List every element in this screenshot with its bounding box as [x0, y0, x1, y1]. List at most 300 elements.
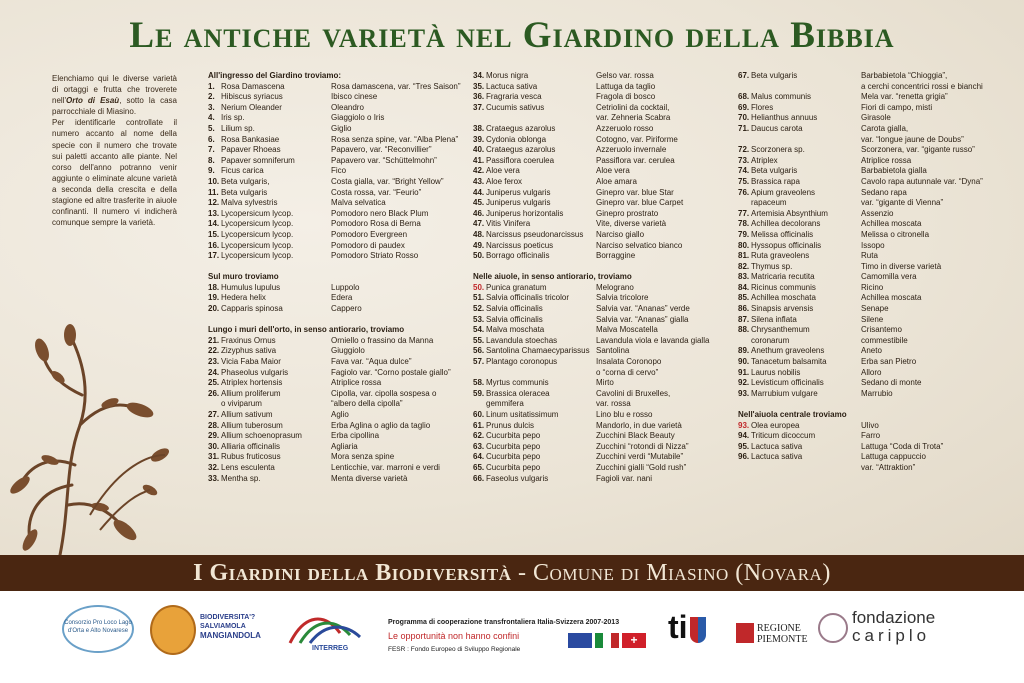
- latin-name: Sinapsis arvensis: [751, 304, 814, 314]
- plant-row: [738, 283, 983, 294]
- latin-name: Malva moschata: [486, 325, 545, 335]
- plant-number: 31.: [208, 452, 220, 462]
- common-name: Farro: [861, 431, 881, 441]
- latin-name: Achillea moschata: [751, 293, 816, 303]
- common-name: Menta diverse varietà: [331, 473, 408, 483]
- common-name: Sedano rapa: [861, 187, 907, 197]
- common-name: Fragola di bosco: [596, 92, 656, 102]
- band-separator: -: [511, 560, 534, 586]
- common-name: Lattuga “Coda di Trota”: [861, 441, 944, 451]
- plant-number: 44.: [473, 187, 485, 197]
- bio-line-3: MANGIANDOLA: [200, 631, 261, 640]
- latin-name: Narcissus pseudonarcissus: [486, 229, 584, 239]
- plant-row: [738, 188, 983, 199]
- common-name: Pomodoro nero Black Plum: [331, 208, 429, 218]
- plant-number: 45.: [473, 198, 485, 208]
- plant-row: [208, 452, 461, 463]
- common-name: Giaggiolo o Iris: [331, 113, 385, 123]
- common-name: Narciso selvatico bianco: [596, 240, 683, 250]
- plant-number: 71.: [738, 123, 750, 133]
- plant-number: 72.: [738, 145, 750, 155]
- common-name: Giuggiolo: [331, 346, 365, 356]
- common-name: Oleandro: [331, 102, 364, 112]
- ticino-text: ti: [668, 609, 688, 645]
- common-name: Luppolo: [331, 282, 360, 292]
- common-name: Gelso var. rossa: [596, 71, 654, 80]
- common-name: Camomilla vera: [861, 272, 917, 282]
- common-name: Aloe vera: [596, 166, 630, 176]
- plant-row: [473, 177, 709, 188]
- plant-number: 93.: [738, 420, 750, 430]
- common-name: Narciso giallo: [596, 229, 645, 239]
- plant-number: 11.: [208, 187, 219, 197]
- plant-row: [473, 452, 709, 463]
- plant-row: [208, 399, 461, 410]
- common-name: Costa gialla, var. “Bright Yellow”: [331, 176, 444, 186]
- common-name: Zucchini verdi “Mutabile”: [596, 452, 684, 462]
- latin-name: Marrubium vulgare: [751, 388, 818, 398]
- latin-name: Santolina Chamaecyparissus: [486, 346, 590, 356]
- common-name: Lavandula viola e lavanda gialla: [596, 335, 710, 345]
- common-name: Crisantemo: [861, 325, 902, 335]
- plant-number: 55.: [473, 335, 485, 345]
- plant-row: [738, 463, 983, 474]
- fondazione-text: [852, 609, 935, 645]
- plant-number: 86.: [738, 304, 750, 314]
- latin-name: coronarum: [751, 335, 790, 345]
- plant-number: 83.: [738, 272, 750, 282]
- latin-name: [751, 82, 861, 93]
- latin-name: Beta vulgaris,: [221, 176, 270, 186]
- common-name: Papavero, var. “Reconvillier”: [331, 145, 432, 155]
- plant-number: 1.: [208, 81, 215, 91]
- plant-number: 35.: [473, 81, 485, 91]
- common-name: Orniello o frassino da Manna: [331, 335, 434, 345]
- common-name: Barbabietola gialla: [861, 166, 927, 176]
- common-name: var. “gigante di Vienna”: [861, 198, 944, 208]
- plant-number: 15.: [208, 229, 220, 239]
- latin-name: Lactuca sativa: [751, 441, 803, 451]
- plant-row: [208, 283, 461, 294]
- plant-row: [208, 474, 461, 485]
- plant-number: 58.: [473, 378, 485, 388]
- plant-row: [473, 315, 709, 326]
- plant-row: [473, 389, 709, 400]
- common-name: Lenticchie, var. marroni e verdi: [331, 462, 440, 472]
- plant-row: [738, 368, 983, 379]
- common-name: Cotogno, var. Piriforme: [596, 134, 678, 144]
- plant-number: 41.: [473, 155, 485, 165]
- floral-ornament-icon: [0, 315, 200, 555]
- common-name: Salvia var. “Ananas” gialla: [596, 314, 689, 324]
- common-name: Borraggine: [596, 251, 636, 261]
- plant-row: [208, 166, 461, 177]
- plant-row: [208, 241, 461, 252]
- section-heading: All'ingresso del Giardino troviamo:: [208, 71, 342, 80]
- plant-number: 84.: [738, 282, 750, 292]
- latin-name: Flores: [751, 102, 774, 112]
- plant-row: [208, 82, 461, 93]
- plant-number: 51.: [473, 293, 485, 303]
- plant-row: [208, 230, 461, 241]
- plant-number: 25.: [208, 378, 220, 388]
- regione-text: [757, 623, 808, 645]
- common-name: Scorzonera, var. “gigante russo”: [861, 145, 975, 155]
- common-name: Erba san Pietro: [861, 357, 917, 367]
- common-name: Malva Moscatella: [596, 325, 658, 335]
- plant-row: [738, 177, 983, 188]
- plant-number: [473, 399, 486, 410]
- plant-row: [473, 113, 709, 124]
- plant-row: [473, 325, 709, 336]
- common-name: Fico: [331, 166, 347, 176]
- plant-number: 24.: [208, 367, 220, 377]
- plant-row: [473, 230, 709, 241]
- latin-name: Helianthus annuus: [751, 113, 818, 123]
- common-name: Zucchini gialli “Gold rush”: [596, 462, 687, 472]
- plant-row: [473, 399, 709, 410]
- latin-name: Lycopersicum lycop.: [221, 229, 294, 239]
- section-heading: Nelle aiuole, in senso antiorario, troviamo: [473, 272, 632, 282]
- common-name: Salvia var. “Ananas” verde: [596, 304, 690, 314]
- plant-number: 66.: [473, 473, 485, 483]
- plant-number: 12.: [208, 198, 220, 208]
- plant-row: [473, 346, 709, 357]
- latin-name: Scorzonera sp.: [751, 145, 805, 155]
- opportunita-text: Le opportunità non hanno confini: [388, 631, 520, 641]
- plant-number: [738, 463, 751, 474]
- plant-number: 2.: [208, 92, 215, 102]
- latin-name: Beta vulgaris: [221, 187, 268, 197]
- latin-name: Zizyphus sativa: [221, 346, 277, 356]
- plant-number: 27.: [208, 410, 220, 419]
- plant-column-3: [738, 71, 983, 474]
- plant-row: [738, 357, 983, 368]
- latin-name: Allium tuberosum: [221, 420, 283, 430]
- plant-row: [208, 463, 461, 474]
- plant-number: 73.: [738, 155, 750, 165]
- plant-number: 56.: [473, 346, 485, 356]
- plant-number: 9.: [208, 166, 215, 176]
- plant-number: 19.: [208, 293, 220, 303]
- latin-name: Ricinus communis: [751, 282, 816, 292]
- latin-name: Papaver Rhoeas: [221, 145, 281, 155]
- plant-number: 28.: [208, 420, 220, 430]
- plant-row: [738, 209, 983, 220]
- common-name: Salvia tricolore: [596, 293, 649, 303]
- latin-name: rapaceum: [751, 198, 787, 208]
- plant-row: [738, 156, 983, 167]
- latin-name: Allium proliferum: [221, 388, 281, 398]
- plant-row: [208, 442, 461, 453]
- latin-name: Lycopersicum lycop.: [221, 251, 294, 261]
- fondazione-line: fondazione: [852, 608, 936, 627]
- plant-number: [208, 399, 221, 410]
- latin-name: Daucus carota: [751, 123, 803, 133]
- plant-row: [208, 336, 461, 347]
- plant-row: [208, 357, 461, 368]
- plant-row: [738, 293, 983, 304]
- latin-name: Rosa Damascena: [221, 81, 285, 91]
- plant-row: [208, 135, 461, 146]
- common-name: Mandorlo, in due varietà: [596, 420, 682, 430]
- plant-row: [738, 92, 983, 103]
- latin-name: Thymus sp.: [751, 261, 793, 271]
- spacer: [208, 315, 461, 326]
- plant-row: [208, 209, 461, 220]
- common-name: Atriplice rossa: [861, 155, 912, 165]
- plant-number: 78.: [738, 219, 750, 229]
- common-name: Pomodoro di paudex: [331, 240, 405, 250]
- proloco-logo: [62, 605, 134, 653]
- latin-name: Artemisia Absynthium: [751, 208, 828, 218]
- plant-number: 14.: [208, 219, 220, 229]
- common-name: Ulivo: [861, 420, 879, 430]
- plant-number: 48.: [473, 229, 485, 239]
- common-name: Ricino: [861, 282, 884, 292]
- plant-row: [738, 71, 983, 82]
- plant-number: 92.: [738, 378, 750, 388]
- plant-row: [473, 198, 709, 209]
- common-name: var. Zehneria Scabra: [596, 113, 671, 123]
- plant-row: [473, 431, 709, 442]
- latin-name: Plantago coronopus: [486, 357, 558, 367]
- latin-name: o viviparum: [221, 399, 262, 409]
- latin-name: Beta vulgaris: [751, 166, 798, 176]
- plant-row: [473, 336, 709, 347]
- common-name: Sedano di monte: [861, 378, 922, 388]
- latin-name: Juniperus vulgaris: [486, 187, 551, 197]
- plant-number: 85.: [738, 293, 750, 303]
- common-name: Giglio: [331, 123, 352, 133]
- common-name: Barbabietola “Chioggia”,: [861, 71, 948, 80]
- latin-name: Iris sp.: [221, 113, 245, 123]
- common-name: Agliaria: [331, 441, 358, 451]
- latin-name: Lactuca sativa: [486, 81, 538, 91]
- common-name: Mela var. “renetta grigia”: [861, 92, 948, 102]
- plant-number: 62.: [473, 431, 485, 441]
- plant-row: [473, 283, 709, 294]
- plant-row: [738, 378, 983, 389]
- plant-row: [473, 82, 709, 93]
- plant-row: [738, 346, 983, 357]
- plant-number: 26.: [208, 388, 220, 398]
- plant-row: [473, 92, 709, 103]
- latin-name: Ruta graveolens: [751, 251, 810, 261]
- plant-row: [208, 368, 461, 379]
- plant-row: [473, 251, 709, 262]
- plant-row: [473, 124, 709, 135]
- plant-row: [208, 124, 461, 135]
- common-name: var. rossa: [596, 399, 631, 409]
- latin-name: Narcissus poeticus: [486, 240, 554, 250]
- latin-name: Lens esculenta: [221, 462, 275, 472]
- latin-name: Crataegus azarolus: [486, 123, 556, 133]
- plant-number: 34.: [473, 71, 485, 80]
- common-name: Zucchini Black Beauty: [596, 431, 675, 441]
- plant-number: 81.: [738, 251, 750, 261]
- intro-orto-name: Orto di Esaù: [65, 96, 120, 106]
- plant-number: 29.: [208, 431, 220, 441]
- common-name: Pomodoro Evergreen: [331, 229, 408, 239]
- plant-row: [208, 188, 461, 199]
- latin-name: Linum usitatissimum: [486, 410, 559, 419]
- common-name: Atriplice rossa: [331, 378, 382, 388]
- latin-name: Atriplex hortensis: [221, 378, 283, 388]
- latin-name: Capparis spinosa: [221, 304, 283, 314]
- plant-number: 70.: [738, 113, 750, 123]
- plant-row: [738, 421, 983, 432]
- plant-number: [473, 113, 486, 124]
- latin-name: Triticum dicoccum: [751, 431, 816, 441]
- plant-number: 23.: [208, 357, 220, 367]
- plant-number: 75.: [738, 176, 750, 186]
- plant-number: 79.: [738, 229, 750, 239]
- latin-name: Silena inflata: [751, 314, 797, 324]
- common-name: Insalata Coronopo: [596, 357, 662, 367]
- plant-row: [473, 209, 709, 220]
- plant-number: 90.: [738, 357, 750, 367]
- plant-row: [738, 442, 983, 453]
- plant-number: 7.: [208, 145, 215, 155]
- plant-row: [738, 113, 983, 124]
- plant-number: 6.: [208, 134, 215, 144]
- plant-row: [738, 251, 983, 262]
- plant-number: [738, 336, 751, 347]
- plant-row: [473, 304, 709, 315]
- common-name: Ginepro var. blue Carpet: [596, 198, 684, 208]
- latin-name: Salvia officinalis tricolor: [486, 293, 569, 303]
- plant-row: [738, 198, 983, 209]
- plant-number: 36.: [473, 92, 485, 102]
- plant-row: [208, 346, 461, 357]
- latin-name: Morus nigra: [486, 71, 529, 80]
- plant-number: 74.: [738, 166, 750, 176]
- plant-row: [738, 82, 983, 93]
- common-name: Cappero: [331, 304, 362, 314]
- plant-number: 63.: [473, 441, 485, 451]
- band-right-text: Comune di Miasino (Novara): [533, 560, 831, 586]
- latin-name: Passiflora coerulea: [486, 155, 555, 165]
- latin-name: Brassica oleracea: [486, 388, 550, 398]
- plant-number: 77.: [738, 208, 750, 218]
- plant-number: 21.: [208, 335, 220, 345]
- latin-name: Myrtus communis: [486, 378, 549, 388]
- latin-name: [751, 135, 861, 146]
- common-name: Ruta: [861, 251, 878, 261]
- plant-row: [738, 272, 983, 283]
- latin-name: Punica granatum: [486, 282, 547, 292]
- plant-number: 76.: [738, 187, 750, 197]
- interreg-logo-icon: [280, 603, 370, 651]
- latin-name: Aloe vera: [486, 166, 520, 176]
- plant-row: [738, 452, 983, 463]
- common-name: Mirto: [596, 378, 614, 388]
- plant-number: 94.: [738, 431, 750, 441]
- common-name: Ibisco cinese: [331, 92, 378, 102]
- common-name: Carota gialla,: [861, 123, 909, 133]
- ticino-shield-icon: [690, 617, 706, 643]
- common-name: Marrubio: [861, 388, 893, 398]
- latin-name: Borrago officinalis: [486, 251, 550, 261]
- common-name: Girasole: [861, 113, 891, 123]
- common-name: commestibile: [861, 335, 908, 345]
- plant-row: [473, 145, 709, 156]
- plant-row: [738, 262, 983, 273]
- plant-number: 10.: [208, 176, 220, 186]
- plant-number: 67.: [738, 71, 750, 80]
- common-name: Erba cipollina: [331, 431, 380, 441]
- latin-name: Vitis Vinifera: [486, 219, 531, 229]
- latin-name: Laurus nobilis: [751, 367, 801, 377]
- latin-name: Beta vulgaris: [751, 71, 798, 80]
- plant-row: [473, 241, 709, 252]
- latin-name: Apium graveolens: [751, 187, 816, 197]
- proloco-text: Consorzio Pro Loco Lago d'Orta e Alto Novarese: [64, 620, 132, 634]
- plant-number: 69.: [738, 102, 750, 112]
- common-name: var. “Attraktion”: [861, 462, 916, 472]
- latin-name: Nerium Oleander: [221, 102, 282, 112]
- common-name: Assenzio: [861, 208, 894, 218]
- common-name: Issopo: [861, 240, 885, 250]
- plant-number: 61.: [473, 420, 485, 430]
- plant-row: [473, 293, 709, 304]
- plant-number: 30.: [208, 441, 220, 451]
- common-name: “albero della cipolla”: [331, 399, 403, 409]
- common-name: Fagiolo var. “Corno postale giallo”: [331, 367, 451, 377]
- latin-name: Lycopersicum lycop.: [221, 208, 294, 218]
- plant-row: [473, 442, 709, 453]
- intro-text: [52, 73, 177, 228]
- plant-number: 60.: [473, 410, 485, 419]
- common-name: Alloro: [861, 367, 882, 377]
- latin-name: Faseolus vulgaris: [486, 473, 549, 483]
- plant-number: 57.: [473, 357, 485, 367]
- common-name: Erba Aglina o aglio da taglio: [331, 420, 431, 430]
- common-name: Lattuga cappuccio: [861, 452, 926, 462]
- plant-row: [208, 113, 461, 124]
- plant-number: 22.: [208, 346, 220, 356]
- latin-name: Prunus dulcis: [486, 420, 535, 430]
- latin-name: Malva sylvestris: [221, 198, 278, 208]
- common-name: Ginepro var. blue Star: [596, 187, 674, 197]
- plant-row: [208, 378, 461, 389]
- plant-row: [738, 304, 983, 315]
- footer-band: [0, 555, 1024, 591]
- latin-name: Lavandula stoechas: [486, 335, 558, 345]
- spacer: [208, 262, 461, 273]
- plant-number: [738, 82, 751, 93]
- common-name: var. “longue jaune de Doubs”: [861, 134, 964, 144]
- common-name: Melissa o citronella: [861, 229, 930, 239]
- plant-row: [473, 166, 709, 177]
- plant-row: [738, 230, 983, 241]
- common-name: Azzeruolo rosso: [596, 123, 654, 133]
- italy-flag-icon: [595, 633, 619, 648]
- plant-row: [738, 431, 983, 442]
- latin-name: Tanacetum balsamita: [751, 357, 827, 367]
- plant-row: [738, 325, 983, 336]
- common-name: Mora senza spine: [331, 452, 395, 462]
- plant-number: 37.: [473, 102, 485, 112]
- common-name: Ginepro prostrato: [596, 208, 659, 218]
- bio-line-1: BIODIVERSITA'?: [200, 614, 256, 621]
- fesr-text: FESR : Fondo Europeo di Sviluppo Regionale: [388, 646, 521, 653]
- latin-name: Salvia officinalis: [486, 304, 543, 314]
- latin-name: Lactuca sativa: [751, 452, 803, 462]
- latin-name: Crataegus azarolus: [486, 145, 556, 155]
- plant-number: 68.: [738, 92, 750, 102]
